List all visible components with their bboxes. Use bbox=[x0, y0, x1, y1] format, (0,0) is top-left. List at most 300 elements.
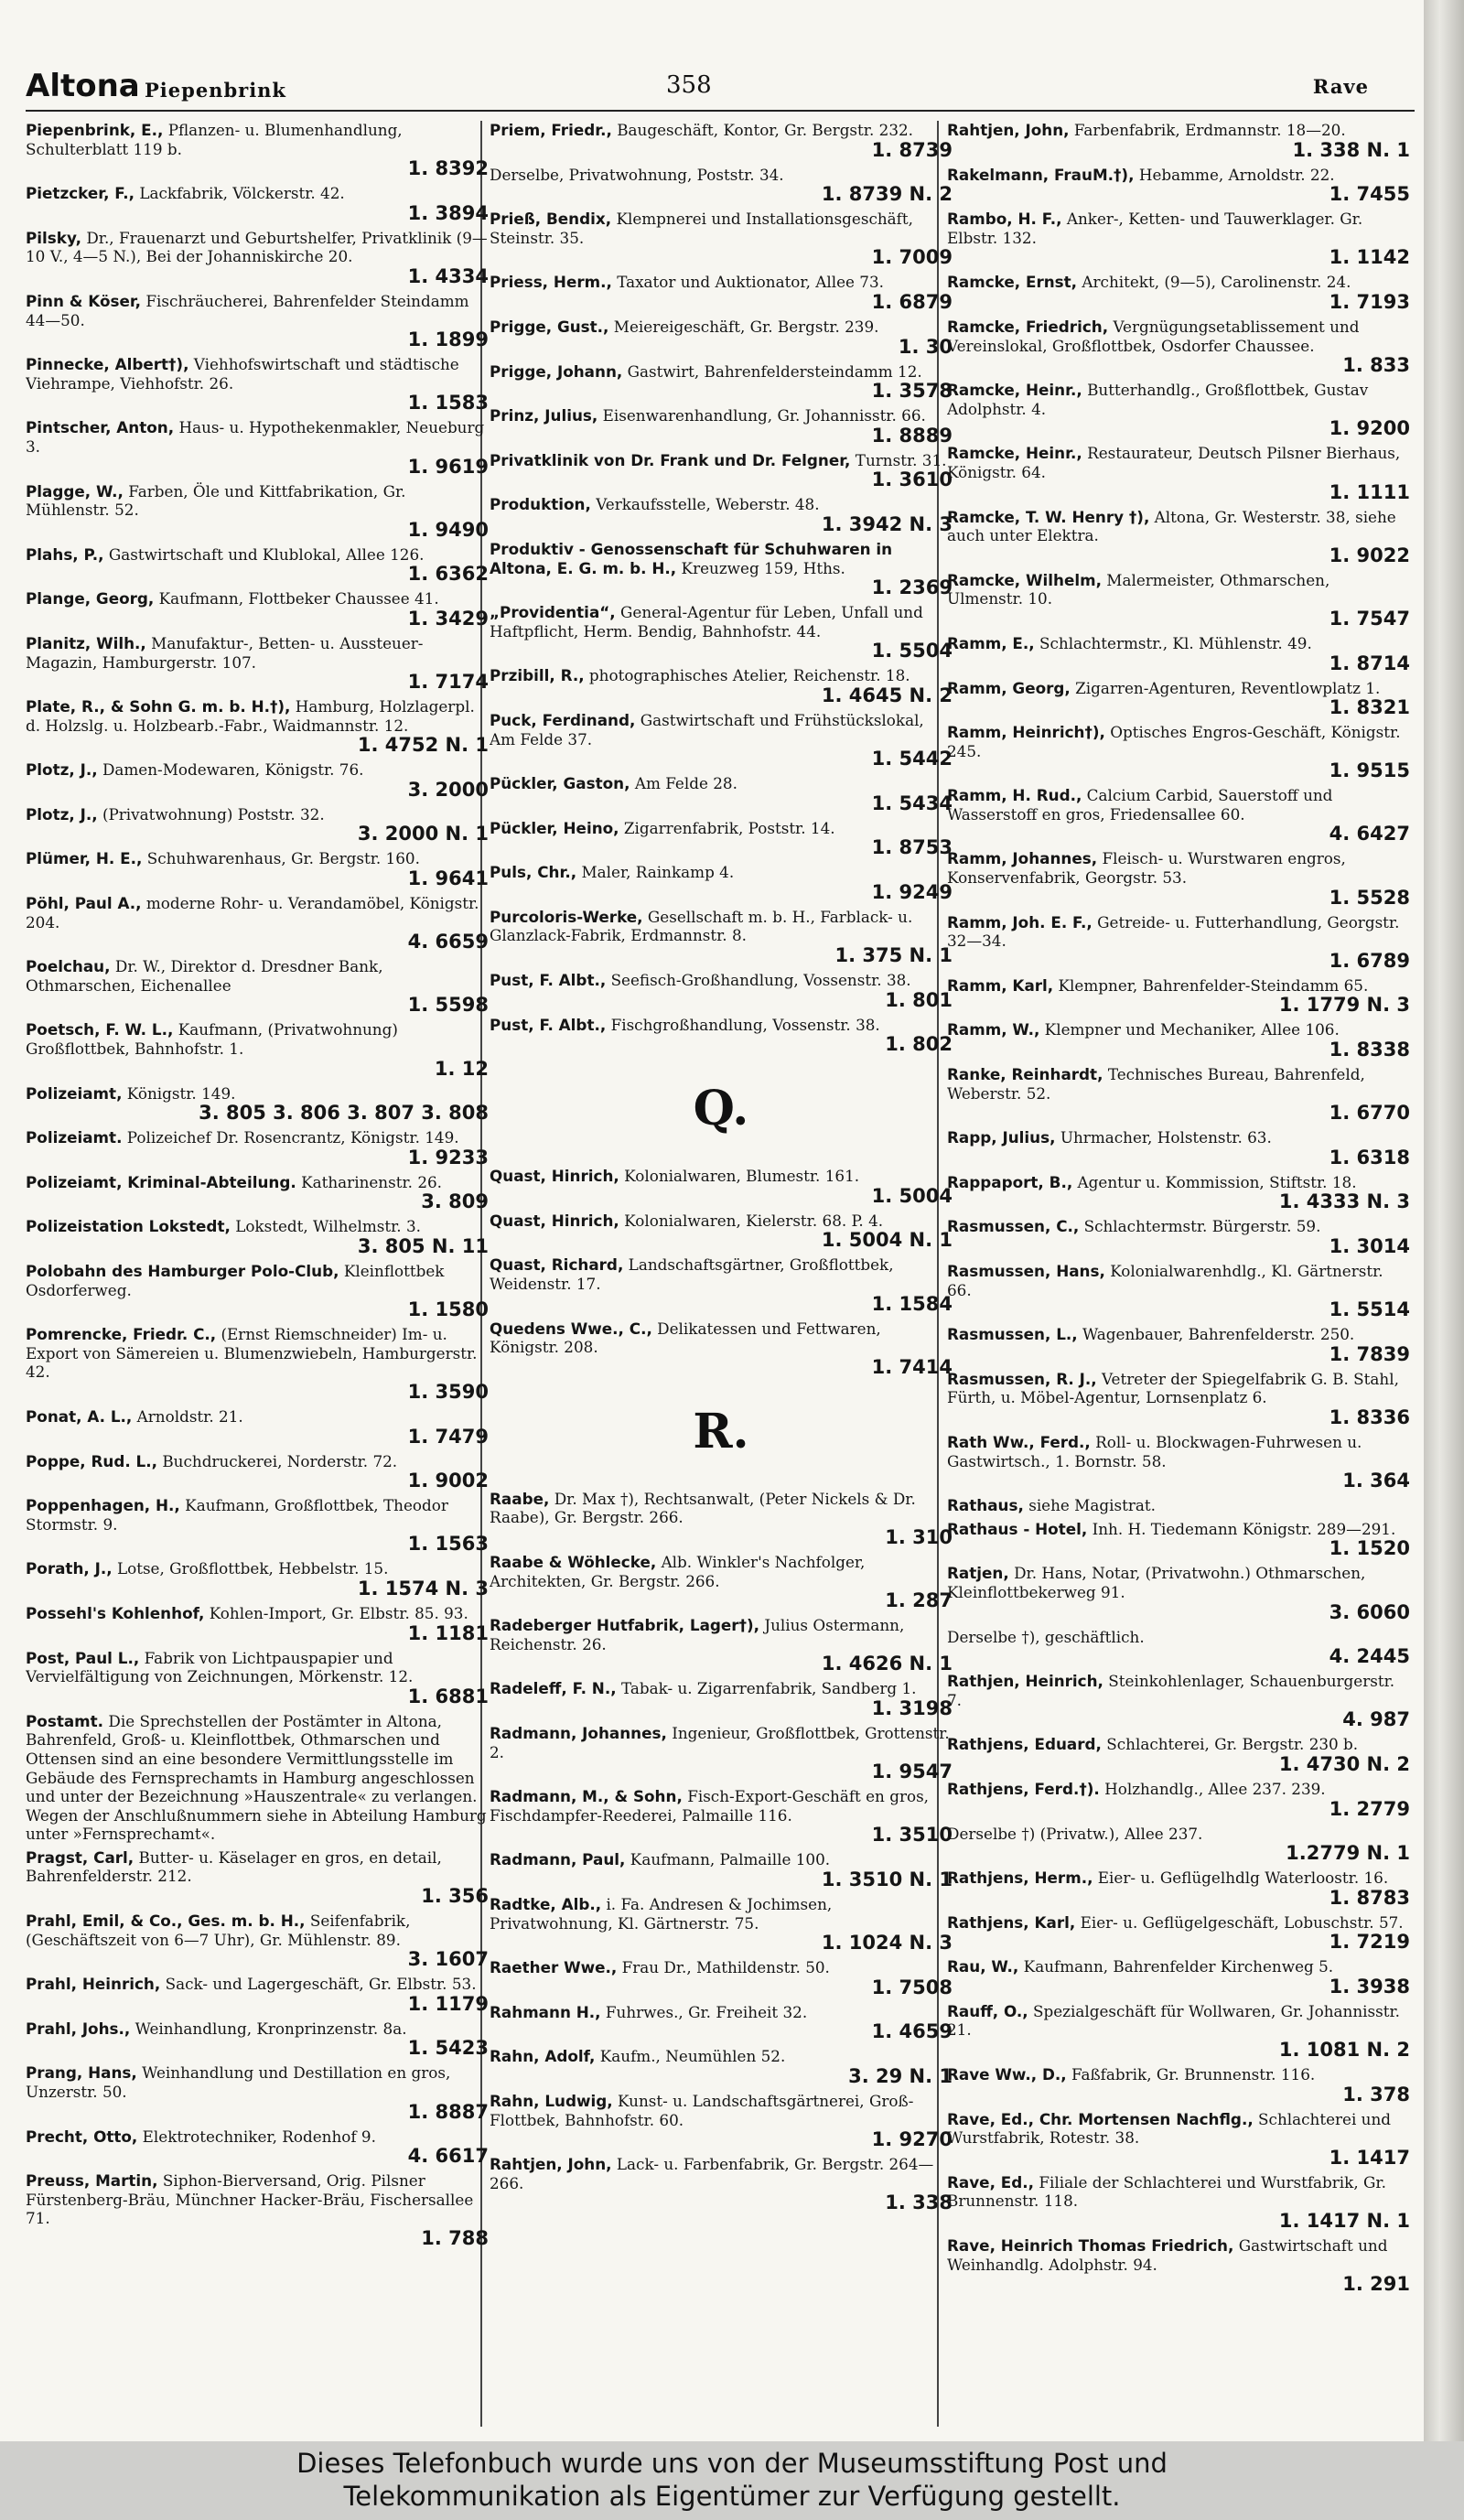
entry-phone-number: 1. 8336 bbox=[1329, 1405, 1410, 1428]
entry-phone-number: 1. 4334 bbox=[407, 264, 489, 287]
directory-entry bbox=[490, 1016, 953, 1056]
entry-details: Dr., Frauenarzt und Geburtshelfer, Privatklinik (9—10 V., 4—5 N.), Bei der Johanniskirche 20. bbox=[26, 228, 488, 266]
entry-details: Verkaufsstelle, Weberstr. 48. bbox=[596, 495, 820, 514]
entry-details: Dr. Max †), Rechtsanwalt, (Peter Nickels & Dr. Raabe), Gr. Bergstr. 266. bbox=[490, 1489, 916, 1527]
entry-name: Rathjens, Eduard, bbox=[947, 1735, 1102, 1754]
directory-entry bbox=[26, 121, 489, 179]
entry-details: Malermeister, Othmarschen, Ulmenstr. 10. bbox=[947, 570, 1330, 608]
entry-name: Ramm, Georg, bbox=[947, 678, 1071, 697]
entry-name: Radeberger Hutfabrik, Lager†), bbox=[490, 1616, 759, 1635]
entry-phone-number: 1. 6881 bbox=[407, 1685, 489, 1707]
directory-entry bbox=[26, 1848, 489, 1907]
entry-name: Rasmussen, R. J., bbox=[947, 1369, 1097, 1388]
entry-phone-number: 4. 6617 bbox=[407, 2145, 489, 2168]
directory-entry bbox=[947, 1913, 1410, 1954]
entry-name: Polizeiamt, bbox=[26, 1083, 123, 1103]
directory-entry bbox=[947, 1325, 1410, 1365]
entry-name: Rauff, O., bbox=[947, 2001, 1028, 2020]
entry-name: Pintscher, Anton, bbox=[26, 418, 175, 437]
entry-phone-number: 1. 7508 bbox=[871, 1976, 953, 1998]
entry-name: Rapp, Julius, bbox=[947, 1128, 1056, 1147]
entry-name: Prinz, Julius, bbox=[490, 406, 598, 425]
entry-name: Rathjens, Ferd.†). bbox=[947, 1779, 1100, 1798]
directory-entry bbox=[26, 184, 489, 224]
entry-phone-number: 1. 5004 N. 1 bbox=[821, 1229, 953, 1252]
entry-name: Prang, Hans, bbox=[26, 2063, 137, 2083]
entry-name: Produktion, bbox=[490, 495, 591, 514]
directory-entry bbox=[947, 786, 1410, 845]
directory-entry bbox=[490, 863, 953, 903]
entry-phone-number: 1.2779 N. 1 bbox=[1286, 1842, 1410, 1865]
header-place: Altona bbox=[26, 68, 140, 104]
entry-details: Steinkohlenlager, Schauenburgerstr. 7. bbox=[947, 1672, 1395, 1709]
entry-phone-number: 1. 1111 bbox=[1329, 480, 1410, 503]
entry-name: Plotz, J., bbox=[26, 760, 98, 780]
entry-name: Rau, W., bbox=[947, 1957, 1019, 1976]
entry-phone-number: 1. 1417 N. 1 bbox=[1278, 2210, 1410, 2233]
entry-details: Buchdruckerei, Norderstr. 72. bbox=[162, 1451, 398, 1470]
entry-phone-number: 1. 9515 bbox=[1329, 759, 1410, 782]
entry-details: Schuhwarenhaus, Gr. Bergstr. 160. bbox=[146, 849, 420, 868]
entry-name: Poppenhagen, H., bbox=[26, 1496, 180, 1515]
entry-phone-number: 1. 7547 bbox=[1329, 607, 1410, 630]
entry-details: Gastwirtschaft und Weinhandlg. Adolphstr. 94. bbox=[947, 2236, 1388, 2274]
directory-entry bbox=[947, 1628, 1410, 1668]
footer-line-2: Telekommunikation als Eigentümer zur Verfügung gestellt. bbox=[343, 2481, 1121, 2512]
directory-entry bbox=[26, 1912, 489, 1970]
directory-entry bbox=[947, 381, 1410, 439]
entry-details: Elektrotechniker, Rodenhof 9. bbox=[142, 2127, 376, 2146]
entry-details: Klempner und Mechaniker, Allee 106. bbox=[1044, 1020, 1340, 1039]
entry-name: Rathaus - Hotel, bbox=[947, 1519, 1088, 1538]
directory-entry bbox=[490, 819, 953, 859]
entry-phone-number: 1. 3938 bbox=[1329, 1975, 1410, 1998]
entry-details: Viehhofswirtschaft und städtische Viehrampe, Viehhofstr. 26. bbox=[26, 355, 459, 393]
directory-entry bbox=[26, 1496, 489, 1555]
entry-details: Hamburg, Holzlagerpl. d. Holzslg. u. Holzbearb.-Fabr., Waidmannstr. 12. bbox=[26, 697, 475, 735]
section-letter: Q. bbox=[693, 1081, 749, 1137]
entry-details: Katharinenstr. 26. bbox=[301, 1172, 443, 1191]
entry-name: Pilsky, bbox=[26, 228, 81, 247]
entry-phone-number: 1. 8753 bbox=[871, 836, 953, 859]
entry-details: Fischgroßhandlung, Vossenstr. 38. bbox=[610, 1015, 880, 1034]
entry-phone-number: 3. 805 N. 11 bbox=[357, 1235, 489, 1257]
entry-details: Kunst- u. Landschaftsgärtnerei, Groß-Flottbek, Bahnhofstr. 60. bbox=[490, 2091, 914, 2129]
entry-phone-number: 1. 1181 bbox=[407, 1621, 489, 1644]
entry-name: Prahl, Heinrich, bbox=[26, 1975, 161, 1994]
entry-name: Ramm, Karl, bbox=[947, 975, 1054, 995]
directory-entry bbox=[490, 2003, 953, 2043]
entry-details: Eier- u. Geflügelgeschäft, Lobuschstr. 57. bbox=[1080, 1912, 1404, 1932]
entry-phone-number: 1. 7839 bbox=[1329, 1342, 1410, 1365]
directory-entry bbox=[490, 1490, 953, 1548]
entry-details: Lack- u. Farbenfabrik, Gr. Bergstr. 264—266. bbox=[490, 2155, 934, 2192]
directory-entry bbox=[947, 2236, 1410, 2295]
directory-entry bbox=[490, 774, 953, 814]
directory-entry bbox=[26, 849, 489, 889]
entry-details: Technisches Bureau, Bahrenfeld, Weberstr. 52. bbox=[947, 1065, 1365, 1103]
entry-details: Getreide- u. Futterhandlung, Georgstr. 32—34. bbox=[947, 912, 1400, 951]
directory-entry bbox=[26, 1407, 489, 1448]
entry-phone-number: 1. 378 bbox=[1342, 2083, 1410, 2105]
entry-phone-number: 1. 4645 N. 2 bbox=[821, 684, 953, 706]
entry-details: Klempnerei und Installationsgeschäft, Steinstr. 35. bbox=[490, 210, 913, 247]
directory-entry bbox=[490, 1553, 953, 1611]
directory-entry bbox=[26, 957, 489, 1016]
entry-phone-number: 1. 3198 bbox=[871, 1696, 953, 1719]
entry-phone-number: 1. 9270 bbox=[871, 2128, 953, 2151]
directory-entry bbox=[490, 908, 953, 966]
directory-entry bbox=[26, 482, 489, 541]
entry-name: Rappaport, B., bbox=[947, 1172, 1073, 1191]
entry-details: photographisches Atelier, Reichenstr. 18. bbox=[588, 666, 910, 685]
entry-name: Pinn & Köser, bbox=[26, 291, 142, 310]
entry-name: Radtke, Alb., bbox=[490, 1894, 602, 1913]
entry-phone-number: 3. 2000 bbox=[407, 778, 489, 801]
entry-details: Kreuzweg 159, Hths. bbox=[681, 558, 845, 577]
directory-entry bbox=[490, 711, 953, 770]
entry-phone-number: 3. 805 3. 806 3. 807 3. 808 bbox=[199, 1102, 489, 1125]
entry-phone-number: 1. 1584 bbox=[871, 1292, 953, 1315]
entry-details: Die Sprechstellen der Postämter in Altona, Bahrenfeld, Groß- u. Kleinflottbek, Othmarschen und Ottensen sind an eine besondere Vermittlungsstelle im Gebäude des Fernsprechamts in Hamburg angeschlossen und unter der Bezeichnung »Hauszentrale« zu verlangen. Wegen der Anschlußnummern siehe in Abteilung Hamburg unter »Fernsprechamt«. bbox=[26, 1711, 487, 1844]
entry-details: Kaufmann, Bahrenfelder Kirchenweg 5. bbox=[1023, 1957, 1334, 1976]
directory-entry bbox=[26, 229, 489, 287]
entry-name: Pietzcker, F., bbox=[26, 184, 135, 203]
entry-name: Priem, Friedr., bbox=[490, 121, 612, 139]
entry-details: Taxator und Auktionator, Allee 73. bbox=[617, 273, 884, 292]
directory-entry bbox=[490, 603, 953, 662]
entry-phone-number: 1. 3590 bbox=[407, 1380, 489, 1403]
entry-name: Rathjens, Karl, bbox=[947, 1912, 1076, 1932]
entry-details: Damen-Modewaren, Königstr. 76. bbox=[102, 760, 364, 780]
entry-details: Siphon-Bierversand, Orig. Pilsner Fürstenberg-Bräu, Münchner Hacker-Bräu, Fischersallee 71. bbox=[26, 2171, 474, 2228]
entry-details: Schlachtermstr., Kl. Mühlenstr. 49. bbox=[1039, 633, 1312, 652]
directory-entry bbox=[490, 1616, 953, 1675]
entry-name: Poppe, Rud. L., bbox=[26, 1451, 157, 1470]
entry-details: Klempner, Bahrenfelder-Steindamm 65. bbox=[1058, 975, 1369, 995]
directory-entry bbox=[490, 121, 953, 161]
entry-name: Polizeiamt, Kriminal-Abteilung. bbox=[26, 1172, 296, 1191]
entry-phone-number: 1. 2369 bbox=[871, 576, 953, 599]
entry-name: Rave, Heinrich Thomas Friedrich, bbox=[947, 2236, 1234, 2256]
entry-name: Polobahn des Hamburger Polo-Club, bbox=[26, 1262, 339, 1280]
entry-phone-number: 1. 3510 bbox=[871, 1824, 953, 1847]
directory-entry bbox=[947, 1496, 1410, 1515]
entry-details: Gastwirtschaft und Frühstückslokal, Am Felde 37. bbox=[490, 710, 924, 748]
entry-details: Roll- u. Blockwagen-Fuhrwesen u. Gastwirtsch., 1. Bornstr. 58. bbox=[947, 1432, 1362, 1470]
entry-name: Plange, Georg, bbox=[26, 589, 155, 608]
entry-details: Farbenfabrik, Erdmannstr. 18—20. bbox=[1073, 121, 1346, 139]
entry-details: Weinhandlung, Kronprinzenstr. 8a. bbox=[135, 2019, 407, 2038]
directory-entry bbox=[947, 913, 1410, 972]
section-letter: R. bbox=[693, 1403, 749, 1459]
directory-entry bbox=[26, 1604, 489, 1644]
entry-details: Sack- und Lagergeschäft, Gr. Elbstr. 53. bbox=[165, 1975, 477, 1994]
directory-entry bbox=[490, 1724, 953, 1782]
header-last-entry: Rave bbox=[1312, 75, 1369, 98]
entry-phone-number: 1. 8338 bbox=[1329, 1039, 1410, 1061]
directory-entry bbox=[26, 418, 489, 477]
directory-entry bbox=[947, 1173, 1410, 1213]
entry-details: Baugeschäft, Kontor, Gr. Bergstr. 232. bbox=[617, 121, 914, 139]
directory-entry bbox=[947, 2173, 1410, 2232]
directory-entry bbox=[490, 210, 953, 268]
entry-details: Vetreter der Spiegelfabrik G. B. Stahl, Fürth, u. Möbel-Agentur, Lornsenplatz 6. bbox=[947, 1369, 1399, 1407]
directory-entry bbox=[947, 1433, 1410, 1492]
entry-details: Fischräucherei, Bahrenfelder Steindamm 44—50. bbox=[26, 291, 469, 329]
entry-phone-number: 1. 7414 bbox=[871, 1355, 953, 1378]
entry-name: Radeleff, F. N., bbox=[490, 1679, 617, 1698]
entry-phone-number: 1. 1899 bbox=[407, 328, 489, 351]
entry-details: Butter- u. Käselager en gros, en detail, Bahrenfelderstr. 212. bbox=[26, 1847, 442, 1886]
directory-entry bbox=[490, 406, 953, 447]
entry-phone-number: 1. 9233 bbox=[407, 1146, 489, 1168]
entry-details: Polizeichef Dr. Rosencrantz, Königstr. 149. bbox=[126, 1128, 459, 1147]
entry-details: Seefisch-Großhandlung, Vossenstr. 38. bbox=[610, 971, 911, 990]
entry-name: Plate, R., & Sohn G. m. b. H.†), bbox=[26, 697, 291, 716]
entry-name: Rahtjen, John, bbox=[947, 121, 1070, 139]
directory-entry bbox=[26, 1559, 489, 1599]
entry-details: Filiale der Schlachterei und Wurstfabrik, Gr. Brunnenstr. 118. bbox=[947, 2172, 1386, 2211]
directory-entry bbox=[947, 2110, 1410, 2169]
entry-phone-number: 1. 7193 bbox=[1329, 290, 1410, 313]
entry-name: Prahl, Johs., bbox=[26, 2019, 131, 2038]
directory-entry bbox=[947, 508, 1410, 566]
entry-phone-number: 4. 6659 bbox=[407, 931, 489, 953]
entry-name: Privatklinik von Dr. Frank und Dr. Felgner, bbox=[490, 450, 851, 469]
directory-entry bbox=[490, 666, 953, 706]
entry-name: Przibill, R., bbox=[490, 666, 585, 685]
directory-entry bbox=[947, 444, 1410, 502]
entry-name: Raabe & Wöhlecke, bbox=[490, 1553, 657, 1571]
entry-details: Architekt, (9—5), Carolinenstr. 24. bbox=[1082, 273, 1351, 292]
directory-entry bbox=[490, 166, 953, 206]
entry-phone-number: 1. 2779 bbox=[1329, 1797, 1410, 1820]
directory-entry bbox=[490, 2155, 953, 2213]
entry-details: Holzhandlg., Allee 237. 239. bbox=[1104, 1779, 1326, 1798]
entry-details: Pflanzen- u. Blumenhandlung, Schulterblatt 119 b. bbox=[26, 121, 403, 158]
entry-name: Pöhl, Paul A., bbox=[26, 894, 142, 913]
entry-phone-number: 1. 5598 bbox=[407, 994, 489, 1017]
entry-phone-number: 1. 6789 bbox=[1329, 949, 1410, 972]
entry-name: Pragst, Carl, bbox=[26, 1847, 135, 1867]
entry-phone-number: 1. 1024 N. 3 bbox=[821, 1932, 953, 1955]
entry-name: Rave, Ed., bbox=[947, 2172, 1035, 2192]
entry-name: Rahn, Adolf, bbox=[490, 2047, 596, 2066]
entry-phone-number: 1. 6879 bbox=[871, 290, 953, 313]
directory-entry bbox=[490, 1895, 953, 1954]
entry-phone-number: 1. 9022 bbox=[1329, 544, 1410, 566]
entry-details: Derselbe †) (Privatw.), Allee 237. bbox=[947, 1824, 1203, 1843]
directory-entry bbox=[26, 634, 489, 693]
directory-entry bbox=[490, 362, 953, 403]
entry-phone-number: 1. 8739 bbox=[871, 138, 953, 161]
entry-details: Frau Dr., Mathildenstr. 50. bbox=[621, 1958, 830, 1977]
entry-details: (Privatwohnung) Poststr. 32. bbox=[102, 804, 325, 824]
directory-entry bbox=[26, 2019, 489, 2060]
entry-name: Rave, Ed., Chr. Mortensen Nachflg., bbox=[947, 2109, 1254, 2128]
entry-name: Rasmussen, L., bbox=[947, 1325, 1078, 1344]
entry-phone-number: 1. 788 bbox=[421, 2227, 489, 2249]
entry-name: Pückler, Heino, bbox=[490, 818, 619, 837]
directory-entry bbox=[26, 805, 489, 845]
directory-entry bbox=[26, 1173, 489, 1213]
directory-entry bbox=[947, 2002, 1410, 2061]
column-2 bbox=[490, 121, 953, 2431]
entry-phone-number: 1. 3942 N. 3 bbox=[821, 512, 953, 535]
entry-details: Inh. H. Tiedemann Königstr. 289—291. bbox=[1092, 1519, 1396, 1538]
entry-name: Prigge, Gust., bbox=[490, 317, 609, 336]
entry-name: Porath, J., bbox=[26, 1559, 113, 1578]
directory-entry bbox=[26, 545, 489, 586]
page-number: 358 bbox=[666, 71, 712, 99]
entry-phone-number: 3. 2000 N. 1 bbox=[357, 823, 489, 845]
entry-phone-number: 1. 4333 N. 3 bbox=[1278, 1190, 1410, 1213]
entry-name: Rathaus, bbox=[947, 1496, 1024, 1515]
entry-name: Ramm, Joh. E. F., bbox=[947, 912, 1093, 932]
entry-name: Rasmussen, Hans, bbox=[947, 1262, 1105, 1280]
entry-phone-number: 1. 4730 N. 2 bbox=[1278, 1752, 1410, 1775]
entry-phone-number: 4. 2445 bbox=[1329, 1645, 1410, 1668]
entry-name: „Providentia“, bbox=[490, 603, 616, 622]
entry-name: Pust, F. Albt., bbox=[490, 1015, 607, 1034]
entry-name: Ramcke, Wilhelm, bbox=[947, 570, 1102, 589]
header-first-entry: Piepenbrink bbox=[145, 79, 286, 102]
entry-details: Hebamme, Arnoldstr. 22. bbox=[1138, 165, 1335, 184]
entry-name: Poetsch, F. W. L., bbox=[26, 1020, 174, 1039]
entry-phone-number: 1. 9547 bbox=[871, 1761, 953, 1783]
entry-details: Weinhandlung und Destillation en gros, Unzerstr. 50. bbox=[26, 2063, 451, 2102]
entry-details: Manufaktur-, Betten- u. Aussteuer-Magazin, Hamburgerstr. 107. bbox=[26, 633, 424, 672]
directory-entry bbox=[947, 1128, 1410, 1168]
entry-details: Alb. Winkler's Nachfolger, Architekten, Gr. Bergstr. 266. bbox=[490, 1553, 866, 1590]
entry-name: Possehl's Kohlenhof, bbox=[26, 1603, 205, 1622]
entry-details: Landschaftsgärtner, Großflottbek, Weidenstr. 17. bbox=[490, 1255, 894, 1294]
entry-phone-number: 1. 5528 bbox=[1329, 886, 1410, 909]
entry-name: Polizeistation Lokstedt, bbox=[26, 1217, 231, 1236]
entry-phone-number: 1. 6318 bbox=[1329, 1146, 1410, 1168]
entry-details: Kaufmann, (Privatwohnung) Großflottbek, Bahnhofstr. 1. bbox=[26, 1020, 398, 1059]
entry-name: Plotz, J., bbox=[26, 804, 98, 824]
entry-phone-number: 1. 7479 bbox=[407, 1425, 489, 1448]
directory-entry bbox=[490, 318, 953, 358]
directory-entry bbox=[26, 697, 489, 756]
entry-name: Quast, Hinrich, bbox=[490, 1167, 619, 1186]
entry-phone-number: 1. 291 bbox=[1342, 2273, 1410, 2296]
directory-entry bbox=[490, 1319, 953, 1378]
page-header bbox=[26, 66, 1415, 112]
entry-details: Maler, Rainkamp 4. bbox=[581, 863, 735, 882]
entry-name: Priess, Herm., bbox=[490, 273, 612, 292]
directory-entry bbox=[947, 2065, 1410, 2105]
entry-name: Ramcke, Friedrich, bbox=[947, 317, 1109, 336]
entry-name: Prieß, Bendix, bbox=[490, 210, 612, 229]
entry-details: moderne Rohr- u. Verandamöbel, Königstr. 204. bbox=[26, 894, 479, 932]
directory-entry bbox=[947, 976, 1410, 1017]
directory-entry bbox=[947, 166, 1410, 206]
directory-entry bbox=[947, 121, 1410, 161]
entry-phone-number: 1. 5442 bbox=[871, 748, 953, 770]
entry-phone-number: 1. 4626 N. 1 bbox=[821, 1653, 953, 1675]
entry-phone-number: 1. 3610 bbox=[871, 468, 953, 491]
entry-details: Arnoldstr. 21. bbox=[136, 1406, 243, 1426]
entry-details: Zigarrenfabrik, Poststr. 14. bbox=[623, 818, 835, 837]
entry-details: Schlachterei, Gr. Bergstr. 230 b. bbox=[1106, 1735, 1359, 1754]
entry-details: Kolonialwaren, Kielerstr. 68. P. 4. bbox=[624, 1211, 884, 1230]
entry-name: Rahtjen, John, bbox=[490, 2155, 612, 2174]
entry-phone-number: 1. 5514 bbox=[1329, 1298, 1410, 1321]
directory-entry bbox=[26, 894, 489, 953]
entry-phone-number: 1. 5004 bbox=[871, 1184, 953, 1207]
directory-entry bbox=[947, 273, 1410, 313]
entry-details: Anker-, Ketten- und Tauwerklager. Gr. Elbstr. 132. bbox=[947, 210, 1363, 247]
directory-entry bbox=[490, 1679, 953, 1719]
entry-name: Rath Ww., Ferd., bbox=[947, 1432, 1091, 1451]
entry-details: Lackfabrik, Völckerstr. 42. bbox=[139, 184, 345, 203]
directory-entry bbox=[490, 540, 953, 598]
entry-phone-number: 1. 833 bbox=[1342, 354, 1410, 377]
entry-name: Prigge, Johann, bbox=[490, 361, 623, 381]
entry-phone-number: 1. 1779 N. 3 bbox=[1278, 994, 1410, 1017]
entry-phone-number: 1. 5504 bbox=[871, 640, 953, 662]
directory-entry bbox=[947, 1957, 1410, 1998]
entry-details: Fisch-Export-Geschäft en gros, Fischdampfer-Reederei, Palmaille 116. bbox=[490, 1787, 930, 1825]
footer-notice bbox=[0, 2441, 1464, 2520]
directory-entry bbox=[947, 849, 1410, 908]
directory-entry bbox=[490, 495, 953, 535]
entry-details: Eier- u. Geflügelhdlg Waterloostr. 16. bbox=[1097, 1868, 1389, 1888]
entry-phone-number: 1. 7009 bbox=[871, 246, 953, 269]
entry-phone-number: 1. 5434 bbox=[871, 792, 953, 814]
entry-phone-number: 1. 6770 bbox=[1329, 1102, 1410, 1125]
entry-name: Ramm, Johannes, bbox=[947, 849, 1098, 868]
entry-name: Quedens Wwe., C., bbox=[490, 1319, 652, 1338]
entry-phone-number: 1. 801 bbox=[885, 988, 953, 1011]
entry-phone-number: 1. 364 bbox=[1342, 1470, 1410, 1492]
entry-details: Derselbe, Privatwohnung, Poststr. 34. bbox=[490, 165, 784, 184]
entry-phone-number: 1. 5423 bbox=[407, 2037, 489, 2060]
directory-entry bbox=[490, 2092, 953, 2150]
directory-entry bbox=[490, 1958, 953, 1998]
entry-details: General-Agentur für Leben, Unfall und Haftpflicht, Herm. Bendig, Bahnhofstr. 44. bbox=[490, 603, 923, 641]
directory-entry bbox=[26, 292, 489, 350]
entry-phone-number: 1. 3510 N. 1 bbox=[821, 1868, 953, 1890]
entry-name: Rave Ww., D., bbox=[947, 2065, 1067, 2084]
entry-phone-number: 3. 809 bbox=[421, 1190, 489, 1213]
directory-entry bbox=[947, 1868, 1410, 1909]
entry-name: Precht, Otto, bbox=[26, 2127, 138, 2146]
entry-details: Kaufmann, Großflottbek, Theodor Stormstr. 9. bbox=[26, 1496, 448, 1534]
entry-details: Derselbe †), geschäftlich. bbox=[947, 1627, 1145, 1646]
entry-details: Kaufmann, Palmaille 100. bbox=[630, 1850, 831, 1869]
entry-name: Plahs, P., bbox=[26, 544, 104, 564]
directory-entry bbox=[947, 1825, 1410, 1865]
entry-details: Restaurateur, Deutsch Pilsner Bierhaus, Königstr. 64. bbox=[947, 444, 1401, 481]
entry-details: Farben, Öle und Kittfabrikation, Gr. Mühlenstr. 52. bbox=[26, 481, 406, 520]
entry-phone-number: 1. 1580 bbox=[407, 1298, 489, 1321]
entry-details: Fuhrwes., Gr. Freiheit 32. bbox=[605, 2002, 808, 2021]
entry-details: Calcium Carbid, Sauerstoff und Wasserstoff en gros, Friedensallee 60. bbox=[947, 786, 1333, 824]
entry-phone-number: 3. 6060 bbox=[1329, 1600, 1410, 1623]
entry-details: Kleinflottbek Osdorferweg. bbox=[26, 1262, 445, 1299]
entry-name: Pust, F. Albt., bbox=[490, 971, 607, 990]
entry-phone-number: 1. 356 bbox=[421, 1885, 489, 1908]
entry-details: Kolonialwaren, Blumestr. 161. bbox=[624, 1167, 860, 1186]
footer-line-1: Dieses Telefonbuch wurde uns von der Museumsstiftung Post und bbox=[296, 2448, 1168, 2479]
entry-name: Preuss, Martin, bbox=[26, 2171, 158, 2191]
directory-entry bbox=[26, 1649, 489, 1707]
directory-entry bbox=[490, 1212, 953, 1252]
